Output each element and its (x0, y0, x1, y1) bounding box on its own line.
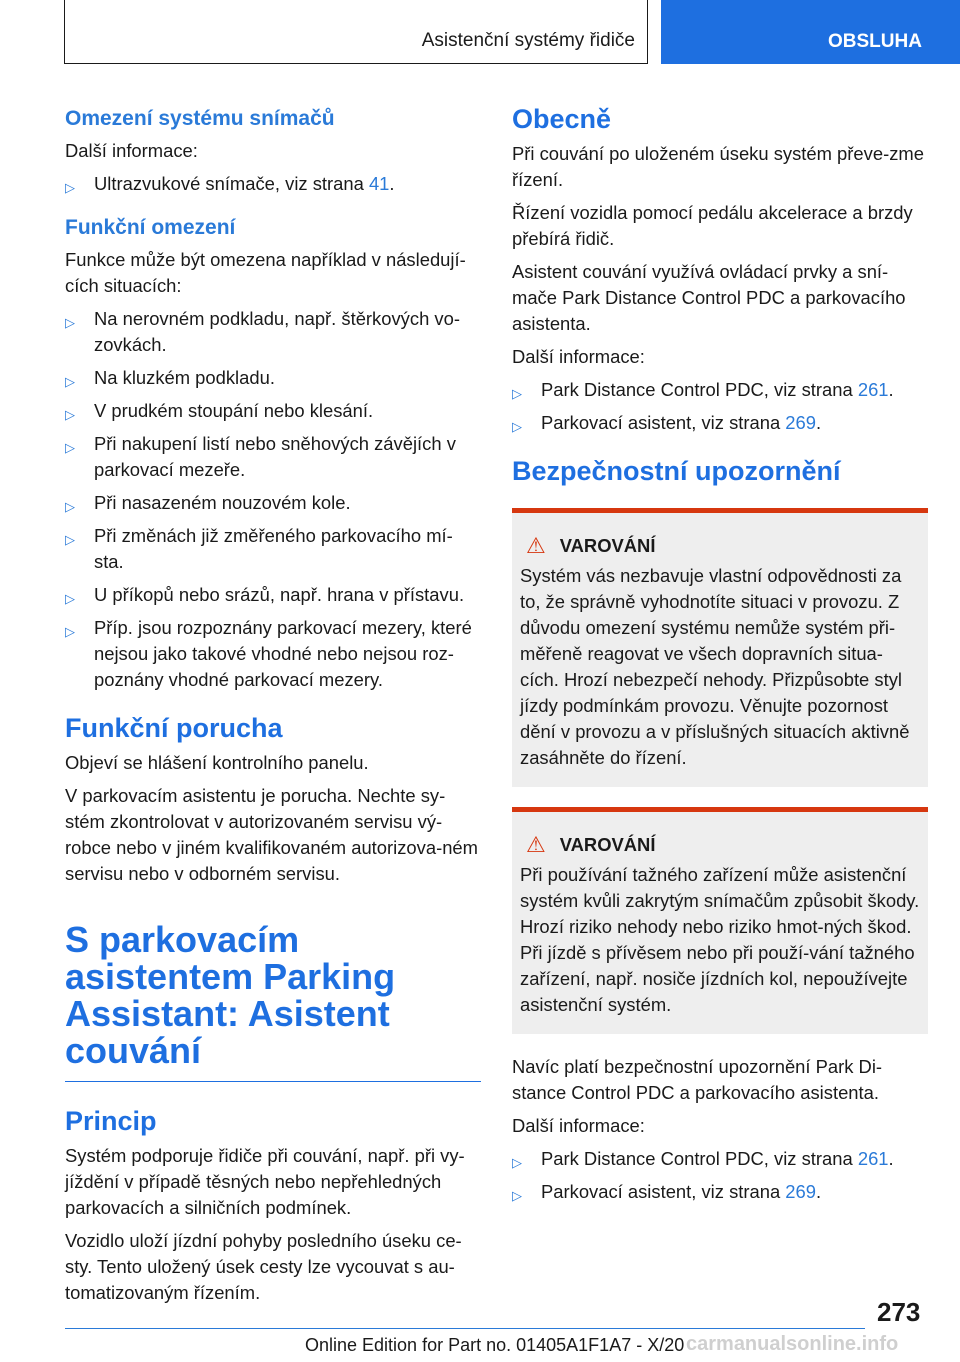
fault-heading: Funkční porucha (65, 713, 283, 743)
list-item: ▷ Parkovací asistent, viz strana 269. (512, 410, 928, 436)
bullet-triangle-icon: ▷ (65, 407, 75, 422)
func-limits-list (65, 306, 481, 693)
after-links-list (512, 1146, 928, 1205)
general-heading: Obecně (512, 104, 612, 134)
header-chapter-tab (661, 0, 960, 64)
principle-paragraph-1: Systém podporuje řidiče při couvání, např. při vy-jíždění v případě těsných nebo nepřehledných parkovacích a silničních podmínek. (65, 1145, 465, 1218)
bullet-triangle-icon: ▷ (65, 532, 75, 547)
header-chapter-tab-label: OBSLUHA (828, 31, 922, 52)
warning-text: Při používání tažného zařízení může asistenční systém kvůli zakrytým snímačům způsobit škody. Hrozí riziko nehody nebo riziko hmot-ných škod. Při jízdě s přívěsem nebo při použí-vání tažného zařízení, např. nosiče jízdních kol, nepoužívejte asistenční systém. (520, 864, 920, 1015)
bullet-triangle-icon: ▷ (512, 1155, 522, 1170)
limits-heading: Omezení systému snímačů (65, 107, 335, 130)
principle-paragraph-2: Vozidlo uloží jízdní pohyby posledního úseku ce-sty. Tento uložený úsek cesty lze vycouvat s au-tomatizovaným řízením. (65, 1230, 462, 1303)
chapter-title: S parkovacím asistentem Parking Assistant: Asistent couvání (65, 919, 396, 1071)
page-number: 273 (877, 1297, 921, 1327)
func-limits-intro: Funkce může být omezena například v následují-cích situacích: (65, 249, 466, 296)
footer-edition: Online Edition for Part no. 01405A1F1A7 - X/20 (305, 1335, 685, 1355)
warning-box (512, 508, 928, 787)
limits-more-info: Další informace: (65, 140, 198, 161)
bullet-triangle-icon: ▷ (65, 591, 75, 606)
page-link[interactable]: 261 (857, 379, 889, 400)
page-link[interactable]: 269 (785, 1181, 816, 1202)
bullet-triangle-icon: ▷ (65, 440, 75, 455)
left-column (65, 100, 481, 1313)
list-item: ▷ Park Distance Control PDC, viz strana 261. (512, 1146, 928, 1172)
limits-list (65, 171, 481, 197)
bullet-triangle-icon: ▷ (65, 180, 75, 195)
list-item: ▷ Na kluzkém podkladu. (65, 365, 481, 391)
fault-paragraph-2: V parkovacím asistentu je porucha. Nechte sy-stém zkontrolovat v autorizovaném servisu vý-robce nebo v jiném kvalifikovaném autorizova-ném servisu nebo v odborném servisu. (65, 785, 478, 884)
warning-title: ⚠ VAROVÁNÍ (526, 533, 656, 558)
list-item: ▷ Příp. jsou rozpoznány parkovací mezery, které nejsou jako takové vhodné nebo nejsou roz-poznány vhodné parkovací mezery. (65, 617, 472, 690)
general-paragraph-3: Asistent couvání využívá ovládací prvky a sní-mače Park Distance Control PDC a parkovacího asistenta. (512, 261, 906, 334)
after-more-info: Další informace: (512, 1115, 645, 1136)
page-link[interactable]: 261 (857, 1148, 889, 1169)
principle-heading: Princip (65, 1106, 157, 1136)
right-column (512, 100, 928, 1212)
footer-watermark: carmanualsonline.info (686, 1333, 899, 1355)
list-item: ▷ Při nasazeném nouzovém kole. (65, 490, 481, 516)
general-paragraph-1: Při couvání po uloženém úseku systém převe-zme řízení. (512, 143, 924, 190)
bullet-triangle-icon: ▷ (65, 374, 75, 389)
list-item: ▷ Při změnách již změřeného parkovacího mí-sta. (65, 525, 453, 572)
footer-divider (65, 1328, 865, 1329)
fault-paragraph-1: Objeví se hlášení kontrolního panelu. (65, 752, 369, 773)
after-warning-paragraph: Navíc platí bezpečnostní upozornění Park Di-stance Control PDC a parkovacího asistenta. (512, 1056, 883, 1103)
warning-triangle-icon: ⚠ (526, 533, 546, 558)
list-item: ▷ V prudkém stoupání nebo klesání. (65, 398, 481, 424)
list-item: ▷ Na nerovném podkladu, např. štěrkových vo-zovkách. (65, 308, 460, 355)
warning-text: Systém vás nezbavuje vlastní odpovědnosti za to, že správně vyhodnotíte situaci v provozu. Z důvodu omezení systému nemůže systém při-měřeně reagovat ve všech dopravních situa-cích. Hrozí nebezpečí nehody. Přizpůsobte styl jízdy podmínkám provozu. Věnujte pozornost dění v provozu a v příslušných situacích aktivně zasáhněte do řízení. (520, 565, 910, 768)
header-section-box (64, 0, 648, 64)
list-item: ▷ U příkopů nebo srázů, např. hrana v přístavu. (65, 582, 481, 608)
chapter-divider (65, 1081, 481, 1082)
list-item: ▷ Parkovací asistent, viz strana 269. (512, 1179, 928, 1205)
bullet-triangle-icon: ▷ (65, 315, 75, 330)
bullet-triangle-icon: ▷ (512, 1188, 522, 1203)
safety-heading: Bezpečnostní upozornění (512, 456, 841, 486)
general-paragraph-2: Řízení vozidla pomocí pedálu akcelerace a brzdy přebírá řidič. (512, 202, 913, 249)
list-item: ▷ Park Distance Control PDC, viz strana 261. (512, 377, 928, 403)
list-item: ▷ Při nakupení listí nebo sněhových závějích v parkovací mezeře. (65, 433, 456, 480)
warning-title: ⚠ VAROVÁNÍ (526, 832, 656, 857)
bullet-triangle-icon: ▷ (65, 499, 75, 514)
bullet-triangle-icon: ▷ (512, 386, 522, 401)
bullet-triangle-icon: ▷ (512, 419, 522, 434)
list-item: ▷ Ultrazvukové snímače, viz strana 41. (65, 171, 481, 197)
func-limits-heading: Funkční omezení (65, 216, 236, 239)
warning-box (512, 807, 928, 1034)
header-section-title: Asistenční systémy řidiče (421, 30, 635, 51)
general-more-info: Další informace: (512, 346, 645, 367)
page-link[interactable]: 269 (785, 412, 816, 433)
general-links-list (512, 377, 928, 436)
page-link[interactable]: 41 (368, 173, 390, 194)
warning-triangle-icon: ⚠ (526, 832, 546, 857)
bullet-triangle-icon: ▷ (65, 624, 75, 639)
